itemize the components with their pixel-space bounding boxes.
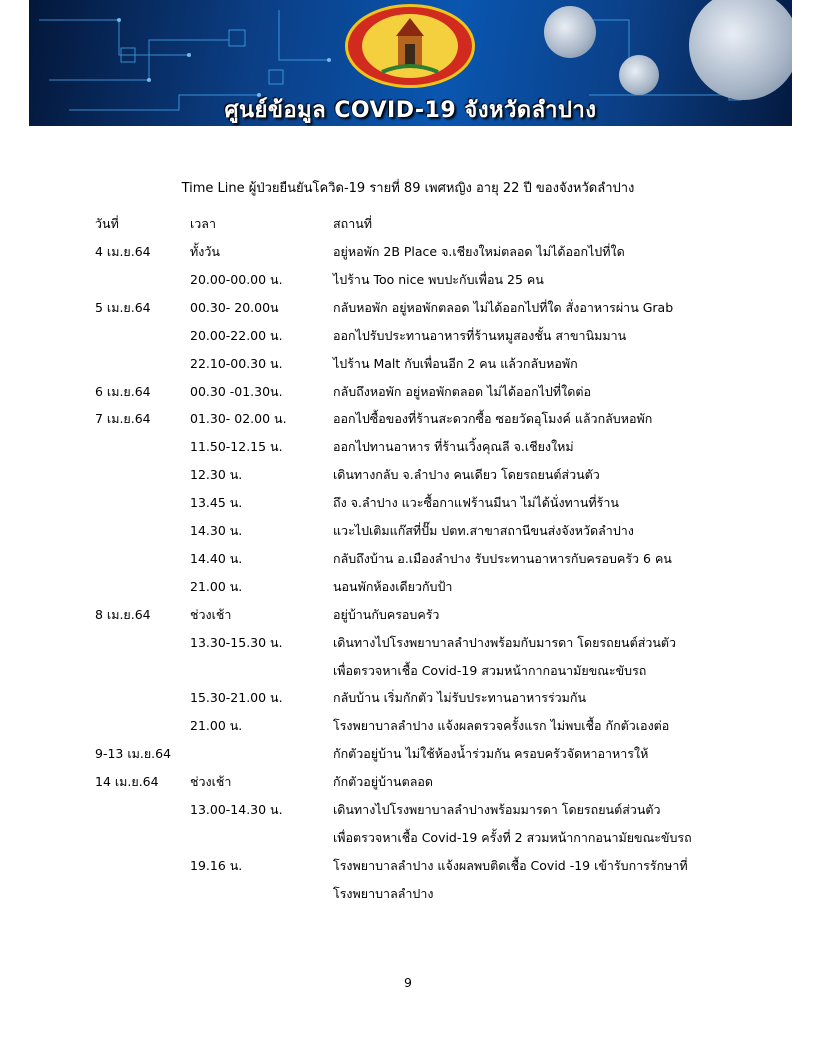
row-time: 11.50-12.15 น. xyxy=(190,439,283,454)
row-date: 8 เม.ย.64 xyxy=(95,607,151,622)
row-time: 21.00 น. xyxy=(190,718,243,733)
row-place: เดินทางไปโรงพยาบาลลำปางพร้อมมารดา โดยรถยนต์ส่วนตัว xyxy=(333,802,661,817)
row-place: เดินทางกลับ จ.ลำปาง คนเดียว โดยรถยนต์ส่วนตัว xyxy=(333,467,600,482)
row-place: โรงพยาบาลลำปาง แจ้งผลพบติดเชื้อ Covid -19 เข้ารับการรักษาที่ xyxy=(333,858,688,873)
row-time: 13.00-14.30 น. xyxy=(190,802,283,817)
page-number: 9 xyxy=(404,975,412,990)
row-time: 15.30-21.00 น. xyxy=(190,690,283,705)
row-date: 9-13 เม.ย.64 xyxy=(95,746,172,761)
gate-icon xyxy=(362,14,458,78)
row-date: 5 เม.ย.64 xyxy=(95,300,151,315)
row-place: กักตัวอยู่บ้านตลอด xyxy=(333,774,434,789)
row-place: เพื่อตรวจหาเชื้อ Covid-19 สวมหน้ากากอนามัยขณะขับรถ xyxy=(333,663,647,678)
banner-title: ศูนย์ข้อมูล COVID-19 จังหวัดลำปาง xyxy=(224,98,597,123)
row-place: โรงพยาบาลลำปาง xyxy=(333,886,434,901)
row-date: 14 เม.ย.64 xyxy=(95,774,159,789)
header-date: วันที่ xyxy=(95,216,119,231)
row-time: 22.10-00.30 น. xyxy=(190,356,283,371)
row-date: 4 เม.ย.64 xyxy=(95,244,151,259)
row-place: เพื่อตรวจหาเชื้อ Covid-19 ครั้งที่ 2 สวมหน้ากากอนามัยขณะขับรถ xyxy=(333,830,692,845)
virus-graphic xyxy=(619,55,659,95)
row-time: 20.00-00.00 น. xyxy=(190,272,283,287)
row-place: ไปร้าน Too nice พบปะกับเพื่อน 25 คน xyxy=(333,272,544,287)
row-time: 00.30 -01.30น. xyxy=(190,384,283,399)
row-time: 00.30- 20.00น xyxy=(190,300,279,315)
row-place: อยู่บ้านกับครอบครัว xyxy=(333,607,440,622)
row-place: ออกไปซื้อของที่ร้านสะดวกซื้อ ซอยวัดอุโมงค์ แล้วกลับหอพัก xyxy=(333,411,653,426)
seal-emblem xyxy=(362,14,458,78)
row-time: 21.00 น. xyxy=(190,579,243,594)
row-time: 13.30-15.30 น. xyxy=(190,635,283,650)
document-title: Time Line ผู้ป่วยยืนยันโควิด-19 รายที่ 89 เพศหญิง อายุ 22 ปี ของจังหวัดลำปาง xyxy=(181,181,635,196)
row-place: ถึง จ.ลำปาง แวะซื้อกาแฟร้านมีนา ไม่ได้นั่งทานที่ร้าน xyxy=(333,495,619,510)
row-time: 14.30 น. xyxy=(190,523,243,538)
row-place: อยู่หอพัก 2B Place จ.เชียงใหม่ตลอด ไม่ได้ออกไปที่ใด xyxy=(333,244,625,259)
row-place: กักตัวอยู่บ้าน ไม่ใช้ห้องน้ำร่วมกัน ครอบครัวจัดหาอาหารให้ xyxy=(333,746,649,761)
row-place: กลับถึงหอพัก อยู่หอพักตลอด ไม่ได้ออกไปที่ใดต่อ xyxy=(333,384,591,399)
header-banner xyxy=(29,0,792,126)
row-place: แวะไปเติมแก๊สที่ปั๊ม ปตท.สาขาสถานีขนส่งจังหวัดลำปาง xyxy=(333,523,634,538)
row-time: 01.30- 02.00 น. xyxy=(190,411,287,426)
row-place: ออกไปรับประทานอาหารที่ร้านหมูสองชั้น สาขานิมมาน xyxy=(333,328,627,343)
row-place: โรงพยาบาลลำปาง แจ้งผลตรวจครั้งแรก ไม่พบเชื้อ กักตัวเองต่อ xyxy=(333,718,670,733)
row-time: 13.45 น. xyxy=(190,495,243,510)
row-time: ช่วงเช้า xyxy=(190,607,232,622)
row-place: กลับบ้าน เริ่มกักตัว ไม่รับประทานอาหารร่วมกัน xyxy=(333,690,587,705)
row-time: 12.30 น. xyxy=(190,467,243,482)
row-place: กลับหอพัก อยู่หอพักตลอด ไม่ได้ออกไปที่ใด สั่งอาหารผ่าน Grab xyxy=(333,300,674,315)
row-time: 14.40 น. xyxy=(190,551,243,566)
row-place: ไปร้าน Malt กับเพื่อนอีก 2 คน แล้วกลับหอพัก xyxy=(333,356,578,371)
header-time: เวลา xyxy=(190,216,216,231)
row-time: ช่วงเช้า xyxy=(190,774,232,789)
header-place: สถานที่ xyxy=(333,216,373,231)
row-time: 19.16 น. xyxy=(190,858,243,873)
row-time: ทั้งวัน xyxy=(190,244,220,259)
row-place: นอนพักห้องเดียวกับป้า xyxy=(333,579,453,594)
row-place: เดินทางไปโรงพยาบาลลำปางพร้อมกับมารดา โดยรถยนต์ส่วนตัว xyxy=(333,635,677,650)
virus-graphic xyxy=(544,6,596,58)
row-time: 20.00-22.00 น. xyxy=(190,328,283,343)
row-date: 6 เม.ย.64 xyxy=(95,384,151,399)
row-place: ออกไปทานอาหาร ที่ร้านเวิ้งคุณลี จ.เชียงใหม่ xyxy=(333,439,574,454)
row-place: กลับถึงบ้าน อ.เมืองลำปาง รับประทานอาหารกับครอบครัว 6 คน xyxy=(333,551,672,566)
row-date: 7 เม.ย.64 xyxy=(95,411,151,426)
lampang-seal-logo xyxy=(345,4,475,88)
